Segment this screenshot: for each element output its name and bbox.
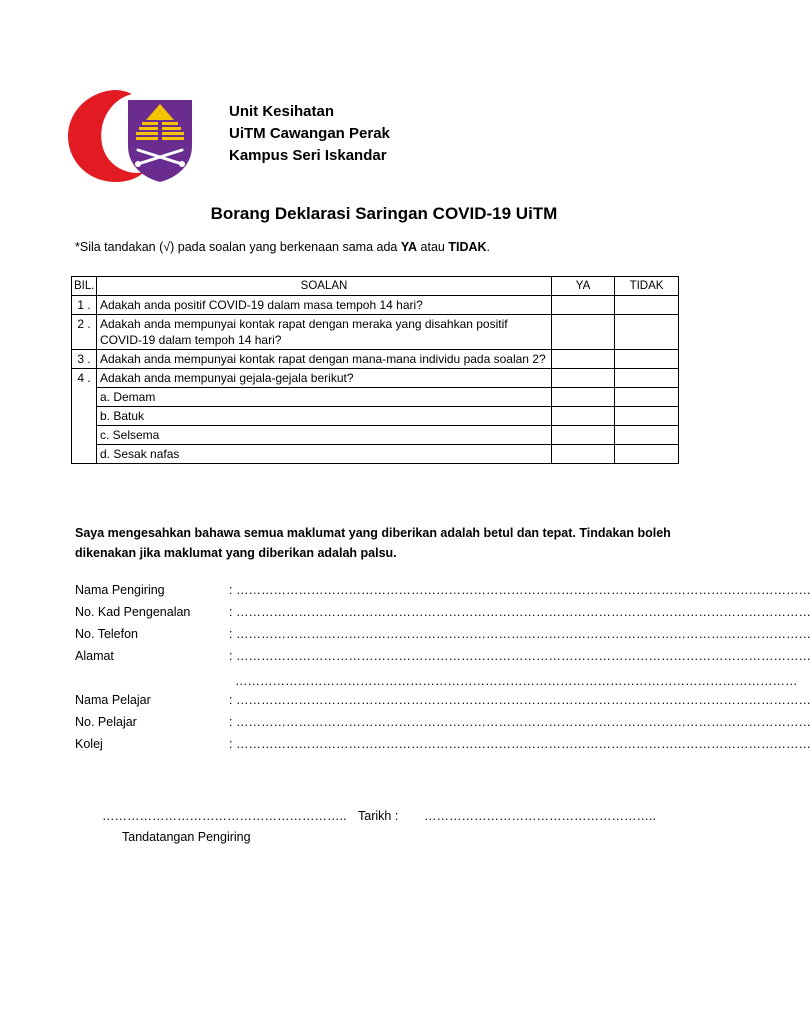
symptom-text: d. Sesak nafas [97, 445, 552, 464]
row-number: 3 . [72, 350, 97, 369]
tidak-cell[interactable] [615, 315, 679, 350]
label-no-telefon: No. Telefon [75, 627, 139, 641]
field-no-kad[interactable]: : ………………………………………………………………………………………………………………………… [229, 605, 811, 619]
field-no-pelajar[interactable]: : ………………………………………………………………………………………………………………………… [229, 715, 811, 729]
uitm-logo [66, 88, 196, 184]
row-number: 2 . [72, 315, 97, 350]
header-unit: Unit Kesihatan [229, 103, 335, 120]
symptom-text: c. Selsema [97, 426, 552, 445]
symptom-text: a. Demam [97, 388, 552, 407]
label-nama-pelajar: Nama Pelajar [75, 693, 151, 707]
row-number: 4 . [72, 369, 97, 464]
question-text: Adakah anda mempunyai gejala-gejala berikut? [97, 369, 552, 388]
ya-cell[interactable] [552, 296, 615, 315]
header-bil: BIL. [72, 277, 97, 296]
symptom-text: b. Batuk [97, 407, 552, 426]
tarikh-label: Tarikh : [358, 809, 399, 823]
field-nama-pengiring[interactable]: : ………………………………………………………………………………………………………………………… [229, 583, 811, 597]
label-nama-pengiring: Nama Pengiring [75, 583, 165, 597]
ya-cell[interactable] [552, 407, 615, 426]
tidak-cell[interactable] [615, 426, 679, 445]
question-table [71, 276, 679, 464]
declaration-text: Saya mengesahkan bahawa semua maklumat yang diberikan adalah betul dan tepat. Tindakan boleh dikenakan jika maklumat yang diberikan adalah palsu. [75, 526, 671, 560]
table-row [72, 296, 679, 315]
table-subrow [72, 407, 679, 426]
tidak-cell[interactable] [615, 407, 679, 426]
table-subrow [72, 388, 679, 407]
field-nama-pelajar[interactable]: : ………………………………………………………………………………………………………………………… [229, 693, 811, 707]
label-kolej: Kolej [75, 737, 103, 751]
ya-cell[interactable] [552, 315, 615, 350]
question-text: Adakah anda mempunyai kontak rapat dengan mana-mana individu pada soalan 2? [97, 350, 552, 369]
table-row [72, 315, 679, 350]
table-row [72, 369, 679, 388]
table-header-row [72, 277, 679, 296]
tidak-cell[interactable] [615, 350, 679, 369]
tidak-cell[interactable] [615, 296, 679, 315]
table-row [72, 350, 679, 369]
header-ya: YA [552, 277, 615, 296]
label-alamat: Alamat [75, 649, 114, 663]
tidak-cell[interactable] [615, 445, 679, 464]
signature-line[interactable]: ………………………………………………….. [102, 809, 347, 823]
label-no-pelajar: No. Pelajar [75, 715, 137, 729]
field-no-telefon[interactable]: : ………………………………………………………………………………………………………………………… [229, 627, 811, 641]
header-soalan: SOALAN [97, 277, 552, 296]
row-number: 1 . [72, 296, 97, 315]
question-text: Adakah anda positif COVID-19 dalam masa tempoh 14 hari? [97, 296, 552, 315]
header-tidak: TIDAK [615, 277, 679, 296]
tarikh-line[interactable]: ……………………………………………….. [424, 809, 656, 823]
instruction-text: *Sila tandakan (√) pada soalan yang berkenaan sama ada YA atau TIDAK. [75, 240, 491, 254]
question-text: Adakah anda mempunyai kontak rapat dengan meraka yang disahkan positif COVID-19 dalam tempoh 14 hari? [97, 315, 552, 350]
signature-label: Tandatangan Pengiring [122, 830, 251, 844]
ya-cell[interactable] [552, 350, 615, 369]
ya-cell[interactable] [552, 426, 615, 445]
ya-cell[interactable] [552, 388, 615, 407]
tidak-cell [615, 369, 679, 388]
label-no-kad: No. Kad Pengenalan [75, 605, 191, 619]
form-title: Borang Deklarasi Saringan COVID-19 UiTM [210, 204, 558, 223]
header-campus: UiTM Cawangan Perak [229, 125, 390, 142]
field-alamat-line2[interactable]: ……………………………………………………………………………………………………………………… [235, 674, 798, 688]
ya-cell[interactable] [552, 445, 615, 464]
tidak-cell[interactable] [615, 388, 679, 407]
table-subrow [72, 445, 679, 464]
field-alamat[interactable]: : ………………………………………………………………………………………………………………………… [229, 649, 811, 663]
header-location: Kampus Seri Iskandar [229, 147, 387, 164]
field-kolej[interactable]: : ………………………………………………………………………………………………………………………… [229, 737, 811, 751]
ya-cell [552, 369, 615, 388]
table-subrow [72, 426, 679, 445]
